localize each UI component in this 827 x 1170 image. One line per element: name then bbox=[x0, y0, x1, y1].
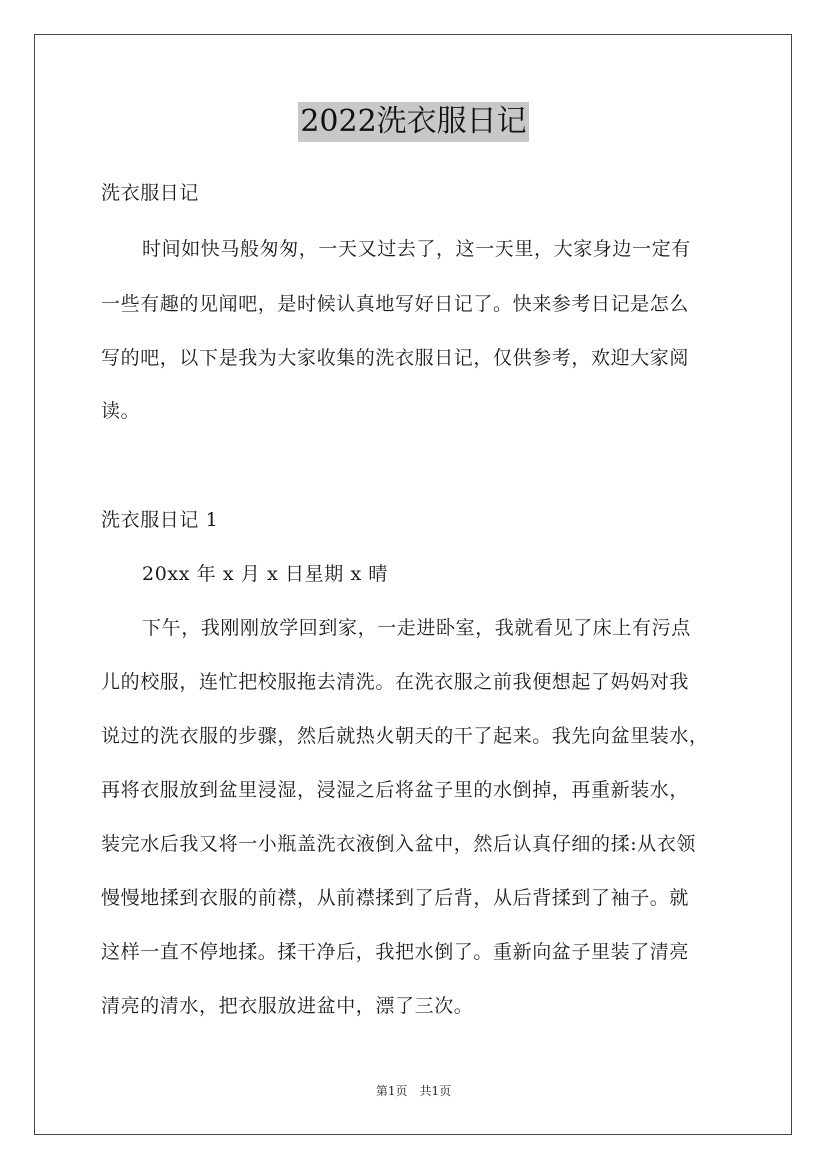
body-line: 儿的校服，连忙把校服拖去清洗。在洗衣服之前我便想起了妈妈对我 bbox=[101, 671, 690, 693]
intro-line: 读。 bbox=[101, 400, 141, 422]
intro-line: 一些有趣的见闻吧，是时候认真地写好日记了。快来参考日记是怎么 bbox=[101, 293, 690, 315]
body-line: 慢慢地揉到衣服的前襟，从前襟揉到了后背，从后背揉到了袖子。就 bbox=[101, 887, 690, 909]
document-subtitle: 洗衣服日记 bbox=[101, 182, 200, 204]
intro-line: 时间如快马般匆匆，一天又过去了，这一天里，大家身边一定有 bbox=[142, 238, 691, 260]
body-line: 下午，我刚刚放学回到家，一走进卧室，我就看见了床上有污点 bbox=[142, 617, 691, 639]
body-line: 清亮的清水，把衣服放进盆中，漂了三次。 bbox=[101, 995, 474, 1017]
body-line: 再将衣服放到盆里浸湿，浸湿之后将盆子里的水倒掉，再重新装水， bbox=[101, 779, 690, 801]
section-heading: 洗衣服日记 1 bbox=[101, 509, 219, 531]
body-line: 这样一直不停地揉。揉干净后，我把水倒了。重新向盆子里装了清亮 bbox=[101, 941, 690, 963]
intro-line: 写的吧，以下是我为大家收集的洗衣服日记，仅供参考，欢迎大家阅 bbox=[101, 347, 690, 369]
page-footer: 第1页 共1页 bbox=[375, 1084, 452, 1098]
body-line: 装完水后我又将一小瓶盖洗衣液倒入盆中，然后认真仔细的揉:从衣领 bbox=[101, 833, 697, 855]
date-line: 20xx 年 x 月 x 日星期 x 晴 bbox=[142, 563, 389, 585]
title-container bbox=[0, 102, 827, 142]
document-title: 2022洗衣服日记 bbox=[298, 102, 528, 142]
body-line: 说过的洗衣服的步骤，然后就热火朝天的干了起来。我先向盆里装水， bbox=[101, 725, 709, 747]
